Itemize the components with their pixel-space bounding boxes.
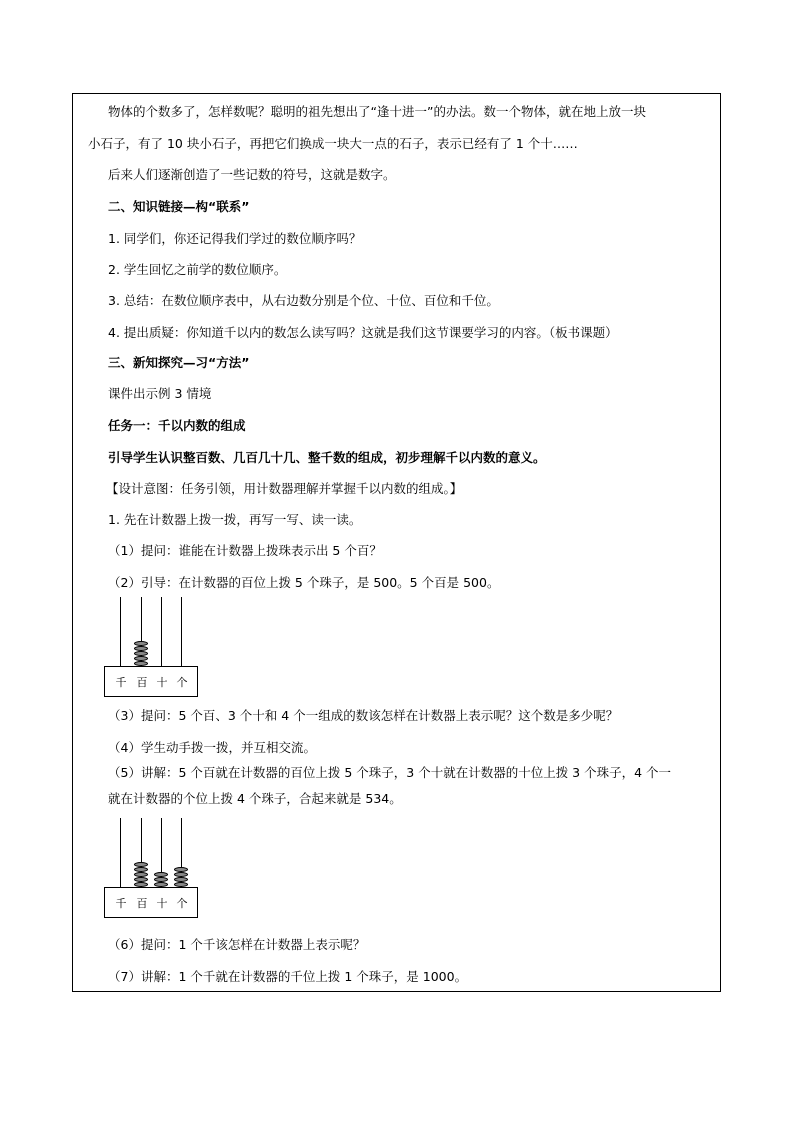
list-item: 1. 先在计数器上拨一拨，再写一写、读一读。 xyxy=(108,512,362,527)
abacus-bead xyxy=(154,877,168,882)
list-item: 4. 提出质疑：你知道千以内的数怎么读写吗？这就是我们这节课要学习的内容。（板书课题） xyxy=(108,325,618,340)
list-item: （4）学生动手拨一拨，并互相交流。 xyxy=(108,740,316,755)
section-heading: 三、新知探究—习“方法” xyxy=(108,355,250,370)
abacus-base xyxy=(104,666,198,697)
list-item: 3. 总结：在数位顺序表中，从右边数分别是个位、十位、百位和千位。 xyxy=(108,293,499,308)
task-description: 引导学生认识整百数、几百几十几、整千数的组成，初步理解千以内数的意义。 xyxy=(108,450,546,465)
abacus-bead xyxy=(134,867,148,872)
abacus-place-label: 十 xyxy=(156,675,168,689)
abacus-place-label: 十 xyxy=(156,896,168,910)
abacus-base xyxy=(104,887,198,918)
abacus-rod xyxy=(181,597,182,666)
list-item: 2. 学生回忆之前学的数位顺序。 xyxy=(108,262,287,277)
abacus-bead xyxy=(134,651,148,656)
paragraph-line: 后来人们逐渐创造了一些记数的符号，这就是数字。 xyxy=(108,167,396,182)
list-item: （1）提问：谁能在计数器上拨珠表示出 5 个百？ xyxy=(108,543,382,558)
list-item: （3）提问：5 个百、3 个十和 4 个一组成的数该怎样在计数器上表示呢？这个数是多少呢？ xyxy=(108,708,619,723)
list-item: （2）引导：在计数器的百位上拨 5 个珠子，是 500。5 个百是 500。 xyxy=(108,575,500,590)
abacus-bead xyxy=(134,877,148,882)
abacus-place-label: 千 xyxy=(115,896,127,910)
paragraph-line: 物体的个数多了，怎样数呢？聪明的祖先想出了“逢十进一”的办法。数一个物体，就在地上放一块 xyxy=(108,104,646,119)
paragraph-line: 课件出示例 3 情境 xyxy=(108,386,212,401)
paragraph-line: 小石子，有了 10 块小石子，再把它们换成一块大一点的石子，表示已经有了 1 个十…… xyxy=(88,136,578,151)
abacus-bead xyxy=(174,872,188,877)
list-item: 就在计数器的个位上拨 4 个珠子，合起来就是 534。 xyxy=(108,791,402,806)
abacus-rod xyxy=(161,597,162,666)
abacus-place-label: 个 xyxy=(176,675,188,689)
list-item: （5）讲解：5 个百就在计数器的百位上拨 5 个珠子，3 个十就在计数器的十位上拨 3 个珠子，4 个一 xyxy=(108,765,672,780)
task-heading: 任务一：千以内数的组成 xyxy=(108,418,246,433)
abacus-bead xyxy=(134,872,148,877)
abacus-bead xyxy=(134,646,148,651)
abacus-bead xyxy=(134,656,148,661)
abacus-place-label: 个 xyxy=(176,896,188,910)
abacus-diagram-500 xyxy=(104,597,198,699)
abacus-rod xyxy=(120,597,121,666)
abacus-bead xyxy=(134,641,148,646)
list-item: 1. 同学们，你还记得我们学过的数位顺序吗？ xyxy=(108,231,362,246)
abacus-bead xyxy=(154,872,168,877)
abacus-diagram-534 xyxy=(104,818,198,920)
abacus-place-label: 百 xyxy=(136,896,148,910)
abacus-bead xyxy=(174,867,188,872)
abacus-place-label: 百 xyxy=(136,675,148,689)
abacus-bead xyxy=(134,862,148,867)
list-item: （6）提问：1 个千该怎样在计数器上表示呢？ xyxy=(108,937,366,952)
design-intent: 【设计意图：任务引领，用计数器理解并掌握千以内数的组成。】 xyxy=(106,481,463,496)
abacus-bead xyxy=(174,877,188,882)
list-item: （7）讲解：1 个千就在计数器的千位上拨 1 个珠子，是 1000。 xyxy=(108,969,468,984)
abacus-place-label: 千 xyxy=(115,675,127,689)
section-heading: 二、知识链接—构“联系” xyxy=(108,199,250,214)
abacus-rod xyxy=(120,818,121,887)
